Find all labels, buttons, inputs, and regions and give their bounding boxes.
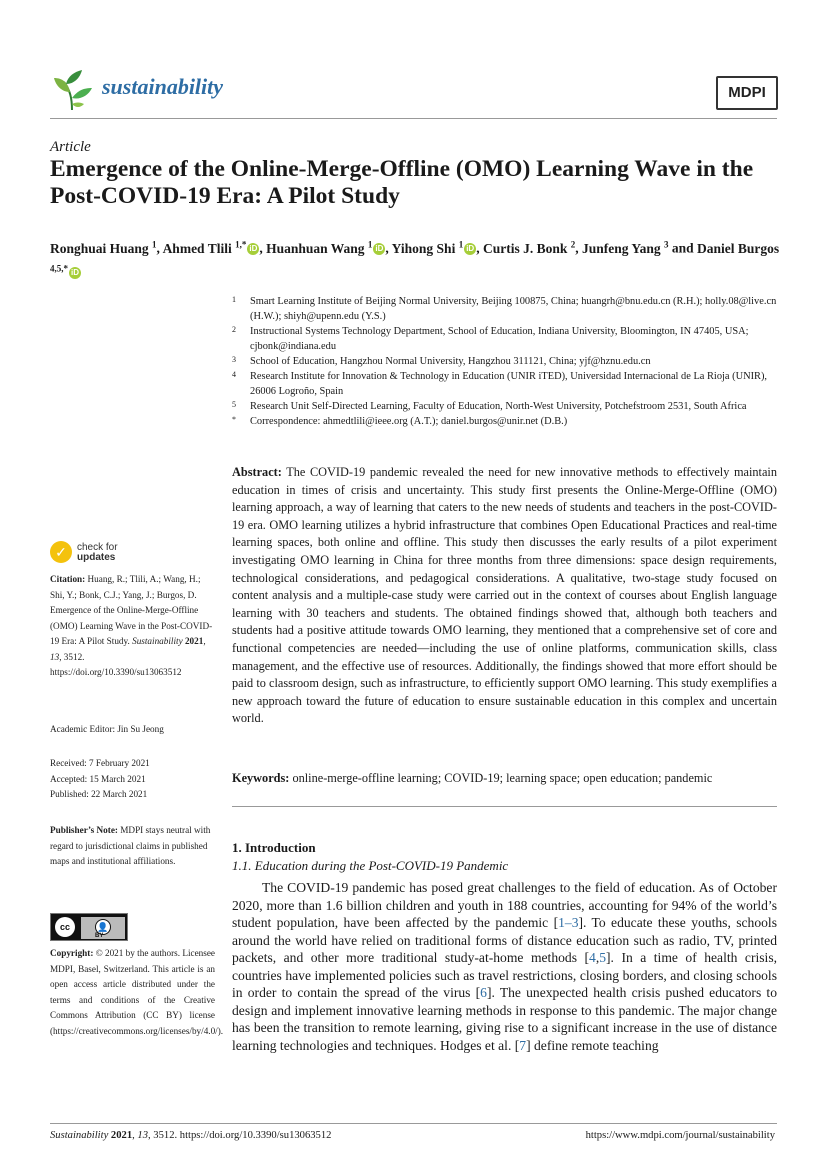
affiliation-item xyxy=(232,354,782,369)
affiliation-number: * xyxy=(232,415,236,424)
author-affiliation-sup: 3 xyxy=(664,239,669,249)
abstract-text: The COVID-19 pandemic revealed the need for new innovative methods to effectively maintain education in times of crisis and uncertainty. This study first presents the Online-Merge-Offline (OMO) learning approach, a way of learning that caters to the new needs of students and teachers in the post-COVID-19 era. OMO learning utilizes a hybrid infrastructure that combines Open Educational Practices and real-time learning spaces, both online and offline. This study then discusses the early results of a pilot experiment investigating OMO learning in China for three months from three dimensions: space design requirements, technological considerations, and pedagogical considerations. A qualitative, two-stage study focused on content analysis and a multiple-case study were carried out in the context of courses about English language learning with 30 teachers and students. The obtained findings showed that, although both teachers and students had a positive attitude towards OMO learning, they mentioned that a comprehensive set of core and functional competencies are needed—including the use of online platforms, communication skills, class management, and the effective use of resources. Additionally, the findings showed that more effort should be paid to classroom design, such as infrastructure, to efficiently support OMO learning. This study exemplifies a new approach toward the future of education to ensure sustainable education in this complex and uncertain world. xyxy=(232,465,777,726)
footer-rule xyxy=(50,1123,777,1124)
journal-name[interactable]: sustainability xyxy=(102,74,224,99)
affiliation-item xyxy=(232,399,782,414)
affiliation-number: 2 xyxy=(232,325,236,334)
citation-block: Citation: Huang, R.; Tlili, A.; Wang, H.; Shi, Y.; Bonk, C.J.; Yang, J.; Burgos, D. Emergence of the Online-Merge-Offline (OMO) Learning Wave in the Post-COVID-19 Era: A Pilot Study. Sustainability 2021, 13, 3512. https://doi.org/10.3390/su13063512 xyxy=(50,574,213,677)
citation-text: Huang, R.; Tlili, A.; Wang, H.; Shi, Y.; Bonk, C.J.; Yang, J.; Burgos, D. Emergence of the Online-Merge-Offline (OMO) Learning Wave in the Post-COVID-19 Era: A Pilot Study. xyxy=(50,574,213,646)
footer-journal-url[interactable]: https://www.mdpi.com/journal/sustainability xyxy=(585,1130,775,1141)
section-heading: 1. Introduction xyxy=(232,840,316,855)
footer-volume: 13 xyxy=(137,1130,148,1141)
orcid-icon[interactable]: iD xyxy=(375,243,384,253)
affiliation-text: Instructional Systems Technology Department, School of Education, Indiana University, Bloomington, IN 47405, USA; cjbonk@indiana.edu xyxy=(250,326,749,352)
ref-link[interactable]: 1–3 xyxy=(558,915,579,930)
check-updates-line2: updates xyxy=(77,552,116,563)
footer-year: 2021 xyxy=(110,1130,133,1141)
author-name[interactable]: Ahmed Tlili $^{1,*}$ iD xyxy=(162,239,258,256)
received-date: Received: 7 February 2021 xyxy=(50,758,150,768)
ref-link[interactable]: 4 xyxy=(589,950,596,965)
affiliation-number: 3 xyxy=(232,355,236,364)
citation-journal: Sustainability xyxy=(132,636,183,646)
footer-journal: Sustainability xyxy=(50,1130,109,1141)
cc-icon: cc xyxy=(55,917,75,937)
keywords-text: online-merge-offline learning; COVID-19; learning space; open education; pandemic xyxy=(292,771,713,785)
orcid-icon[interactable]: iD xyxy=(466,243,475,253)
ref-link[interactable]: 6 xyxy=(480,985,487,1000)
affiliation-text: Correspondence: ahmedtlili@ieee.org (A.T.); daniel.burgos@unir.net (D.B.) xyxy=(250,416,568,427)
keywords-rule xyxy=(232,806,777,807)
page-title: Emergence of the Online-Merge-Offline (OMO) Learning Wave in the Post-COVID-19 Era: A Pilot Study xyxy=(50,156,754,209)
body-text-2: ]. To educate these youths, schools around the world have relied on traditional forms of distance education such as radio, TV, printed packets, and other more traditional study-at-home methods [ xyxy=(232,915,778,965)
affiliation-item xyxy=(232,324,782,354)
body-text-3: ]. In a time of health crisis, countries have implemented policies such as travel restrictions, closing borders, and closing schools in order to contain the spread of the virus [ xyxy=(232,950,778,1000)
article-type: Article xyxy=(50,139,91,155)
header-rule xyxy=(50,118,777,119)
author-name[interactable]: Yihong Shi $^1$ iD xyxy=(391,239,475,256)
author-affiliation-sup: 1 xyxy=(367,239,373,249)
orcid-icon[interactable]: iD xyxy=(249,243,258,253)
citation-label: Citation: xyxy=(50,574,86,584)
keywords-label: Keywords: xyxy=(232,771,290,785)
citation-volume: 13 xyxy=(50,651,60,662)
check-updates-line1: check for xyxy=(77,542,118,553)
author-name[interactable]: Ronghuai Huang $^1$ xyxy=(50,239,157,256)
copyright-label: Copyright: xyxy=(50,948,94,958)
affiliations xyxy=(232,294,782,429)
by-label: BY xyxy=(95,933,104,939)
affiliation-number: 1 xyxy=(232,295,236,304)
author-affiliation-sup: 1,* xyxy=(235,239,247,249)
keywords xyxy=(232,770,777,787)
affiliation-number: 5 xyxy=(232,400,236,409)
person-icon: 👤 xyxy=(95,919,111,935)
academic-editor: Academic Editor: Jin Su Jeong xyxy=(50,724,164,734)
mdpi-logo[interactable]: MDPI xyxy=(716,76,778,110)
copyright-text: © 2021 by the authors. Licensee MDPI, Basel, Switzerland. This article is an open access article distributed under the terms and conditions of the Creative Commons Attribution (CC BY) license (https://creativecommons.org/licenses/by/4.0/). xyxy=(50,948,224,1036)
subsection-heading: 1.1. Education during the Post-COVID-19 Pandemic xyxy=(232,858,509,873)
by-attribution-icon xyxy=(81,917,125,939)
author-name[interactable]: Curtis J. Bonk $^2$ xyxy=(482,239,576,256)
author-affiliation-sup: 4,5,* xyxy=(50,263,68,274)
check-for-updates-button[interactable] xyxy=(50,541,170,567)
ref-link[interactable]: 7 xyxy=(519,1037,527,1053)
accepted-date: Accepted: 15 March 2021 xyxy=(50,773,146,784)
body-paragraph: The COVID-19 pandemic has posed great challenges to the field of education. As of October 2020, more than 1.6 billion children and youth in 188 countries, accounting for 94% of the world’s student population, have been affected by the pandemic [1–3]. To educate these youths, schools around the world have relied on traditional forms of distance education such as radio, TV, printed packets, and other more traditional study-at-home methods [4,5]. In a time of health crisis, countries have implemented policies such as travel restrictions, closing borders, and closing schools in order to contain the spread of the virus [6]. The unexpected health crisis pushed educators to design and implement innovative learning methods in response to this pandemic. The major change has been the transition to remote learning, giving rise to a significant increase in the use of distance learning technologies and techniques. Hodges et al. [7] define remote teaching xyxy=(232,880,778,1053)
author-name[interactable]: Junfeng Yang $^3$ xyxy=(581,239,669,256)
citation-rest: , 3512. https://doi.org/10.3390/su13063512 xyxy=(50,651,182,677)
affiliation-text: Research Institute for Innovation & Technology in Education (UNIR iTED), Universidad Internacional de La Rioja (UNIR), 26006 Logroño, Spain xyxy=(250,371,768,397)
body-text-1: The COVID-19 pandemic has posed great challenges to the field of education. As of October 2020, more than 1.6 billion children and youth in 188 countries, accounting for 94% of the world’s student population, have been affected by the pandemic [ xyxy=(232,880,777,930)
copyright xyxy=(50,946,224,1039)
publisher-note-text: MDPI stays neutral with regard to jurisdictional claims in published maps and institutional affiliations. xyxy=(50,825,211,866)
body-text-5: ] define remote teaching xyxy=(526,1037,659,1053)
journal-logo-icon xyxy=(50,68,96,112)
affiliation-item xyxy=(232,294,782,324)
abstract-label: Abstract: xyxy=(232,465,282,479)
publisher-note xyxy=(50,823,215,870)
affiliation-number: 4 xyxy=(232,370,236,379)
author-list: Ronghuai Huang $^1$, Ahmed Tlili $^{1,*}$ iD , Huanhuan Wang $^1$ iD , Yihong Shi $^1$ iD , Curtis J. Bonk $^2$, Junfeng Yang $^3$ and Daniel Burgos $^{4,5,*}$ iD xyxy=(50,234,790,283)
affiliation-text: School of Education, Hangzhou Normal University, Hangzhou 311121, China; yjf@hznu.edu.cn xyxy=(250,356,651,367)
affiliation-item xyxy=(232,369,782,399)
check-icon: ✓ xyxy=(50,541,72,563)
author-name[interactable]: Daniel Burgos $^{4,5,*}$ iD xyxy=(50,240,780,277)
affiliation-text: Research Unit Self-Directed Learning, Faculty of Education, North-West University, Potchefstroom 2531, South Africa xyxy=(250,401,747,412)
author-affiliation-sup: 1 xyxy=(152,239,157,249)
footer-doi[interactable]: , 3512. https://doi.org/10.3390/su13063512 xyxy=(148,1130,332,1141)
published-date: Published: 22 March 2021 xyxy=(50,789,148,799)
author-affiliation-sup: 1 xyxy=(458,239,464,249)
cc-by-license-badge[interactable] xyxy=(50,913,128,941)
abstract xyxy=(232,464,777,728)
footer-citation: Sustainability 2021, 13, 3512. https://doi.org/10.3390/su13063512 xyxy=(50,1130,332,1141)
affiliation-text: Smart Learning Institute of Beijing Normal University, Beijing 100875, China; huangrh@bnu.edu.cn (R.H.); holly.08@live.cn (H.W.); shiyh@upenn.edu (Y.S.) xyxy=(250,296,777,322)
orcid-icon[interactable]: iD xyxy=(71,268,79,277)
affiliation-item xyxy=(232,414,782,429)
publisher-note-label: Publisher’s Note: xyxy=(50,825,118,835)
dates xyxy=(50,756,215,803)
citation-year: 2021 xyxy=(184,636,204,646)
author-affiliation-sup: 2 xyxy=(570,239,576,249)
ref-link[interactable]: 5 xyxy=(599,950,607,965)
body-text-4: ]. The unexpected health crisis pushed educators to design and implement innovative learning methods in response to this pandemic. The major change has been the transition to remote learning, giving rise to a significant increase in the use of distance learning technologies and techniques. Hodges et al. [ xyxy=(232,985,778,1053)
author-name[interactable]: Huanhuan Wang $^1$ iD xyxy=(266,239,384,256)
